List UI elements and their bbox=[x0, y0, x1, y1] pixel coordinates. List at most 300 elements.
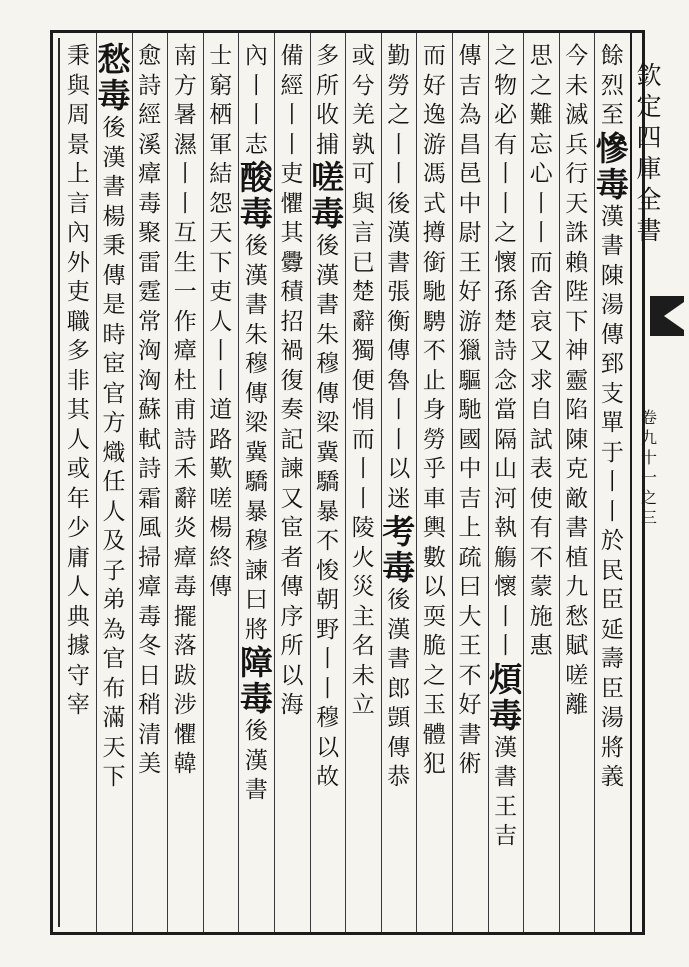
glyph: 周 bbox=[66, 102, 90, 128]
glyph: 游 bbox=[458, 308, 482, 335]
glyph: 酸 bbox=[239, 158, 273, 197]
glyph: 毒 bbox=[489, 695, 523, 735]
glyph: 將 bbox=[600, 734, 624, 761]
glyph: 嗟 bbox=[311, 158, 345, 197]
column-text bbox=[352, 42, 375, 514]
glyph: 多 bbox=[66, 338, 90, 364]
glyph: 楊 bbox=[102, 203, 126, 230]
glyph: 生 bbox=[173, 249, 197, 276]
glyph: 丨 bbox=[209, 338, 233, 364]
glyph: 丨 bbox=[494, 190, 518, 217]
glyph: 民 bbox=[600, 557, 624, 584]
glyph: 馳 bbox=[458, 397, 482, 423]
glyph: 漢 bbox=[102, 144, 126, 171]
glyph: 書 bbox=[636, 216, 662, 245]
glyph: 心 bbox=[529, 161, 553, 187]
glyph: 驕 bbox=[316, 469, 340, 495]
glyph: 漢 bbox=[244, 262, 268, 289]
glyph: 經 bbox=[138, 102, 162, 128]
glyph: 以 bbox=[387, 456, 411, 482]
glyph: 弟 bbox=[102, 587, 126, 613]
glyph: 布 bbox=[102, 675, 126, 702]
glyph: 求 bbox=[529, 367, 553, 394]
glyph: 傳 bbox=[387, 734, 411, 761]
glyph: 作 bbox=[173, 308, 197, 335]
column-text bbox=[245, 717, 268, 806]
glyph: 愁 bbox=[565, 603, 589, 630]
glyph: 吏 bbox=[209, 279, 233, 305]
glyph: 將 bbox=[244, 616, 268, 643]
glyph: 郅 bbox=[600, 351, 624, 377]
glyph: 所 bbox=[316, 72, 340, 99]
glyph: 支 bbox=[600, 380, 624, 407]
glyph: 十 bbox=[640, 448, 657, 467]
glyph: 漢 bbox=[316, 262, 340, 289]
glyph: 後 bbox=[102, 115, 126, 141]
glyph: 人 bbox=[66, 574, 90, 600]
glyph: 或 bbox=[66, 456, 90, 482]
glyph: 之 bbox=[387, 102, 411, 128]
glyph: 毒 bbox=[138, 190, 162, 217]
glyph: 書 bbox=[387, 249, 411, 276]
column-text bbox=[245, 42, 268, 160]
glyph: 未 bbox=[565, 72, 589, 99]
glyph: 軾 bbox=[138, 426, 162, 453]
glyph: 瘴 bbox=[173, 544, 197, 571]
glyph: 楚 bbox=[494, 308, 518, 335]
glyph: 傳 bbox=[280, 574, 304, 600]
glyph: 奏 bbox=[280, 397, 304, 423]
glyph: 丨 bbox=[600, 469, 624, 495]
glyph: 軍 bbox=[209, 131, 233, 158]
glyph: 擺 bbox=[173, 603, 197, 630]
glyph: 穆 bbox=[244, 351, 268, 377]
glyph: 丨 bbox=[351, 456, 375, 482]
glyph: 宦 bbox=[102, 351, 126, 377]
glyph: 風 bbox=[138, 515, 162, 541]
glyph: 釁 bbox=[280, 249, 304, 276]
glyph: 壽 bbox=[600, 646, 624, 672]
glyph: 梁 bbox=[316, 410, 340, 436]
glyph: 宰 bbox=[66, 692, 90, 718]
glyph: 烈 bbox=[600, 72, 624, 99]
glyph: 涉 bbox=[173, 692, 197, 718]
glyph: 多 bbox=[316, 43, 340, 69]
column-text bbox=[281, 42, 304, 160]
glyph: 隔 bbox=[494, 426, 518, 453]
glyph: 九 bbox=[565, 574, 589, 600]
glyph: 有 bbox=[529, 515, 553, 541]
column-text bbox=[387, 42, 410, 514]
glyph: 驅 bbox=[458, 367, 482, 394]
glyph: 災 bbox=[351, 574, 375, 600]
glyph: 士 bbox=[209, 43, 233, 69]
glyph: 毒 bbox=[173, 574, 197, 600]
glyph: 詩 bbox=[138, 456, 162, 482]
glyph: 疏 bbox=[458, 544, 482, 571]
glyph: 傳 bbox=[102, 262, 126, 289]
glyph: 熾 bbox=[102, 439, 126, 466]
glyph: 雷 bbox=[138, 249, 162, 276]
glyph: 朱 bbox=[244, 321, 268, 348]
glyph: 河 bbox=[494, 485, 518, 512]
glyph: 湯 bbox=[600, 292, 624, 318]
glyph: 神 bbox=[565, 338, 589, 364]
glyph: 常 bbox=[138, 308, 162, 335]
glyph: 冀 bbox=[244, 439, 268, 466]
glyph: 景 bbox=[66, 131, 90, 158]
glyph: 滅 bbox=[565, 102, 589, 128]
column-text bbox=[494, 42, 517, 662]
glyph: 官 bbox=[102, 380, 126, 407]
glyph: 書 bbox=[387, 646, 411, 672]
glyph: 孫 bbox=[494, 279, 518, 305]
glyph: 悁 bbox=[351, 397, 375, 423]
glyph: 後 bbox=[387, 587, 411, 613]
glyph: 其 bbox=[280, 220, 304, 246]
glyph: 捕 bbox=[316, 131, 340, 158]
glyph: 辭 bbox=[173, 485, 197, 512]
glyph: 庸 bbox=[66, 544, 90, 571]
glyph: 丨 bbox=[387, 161, 411, 187]
entry-headword bbox=[489, 659, 523, 735]
glyph: 聚 bbox=[138, 220, 162, 246]
glyph: 悛 bbox=[316, 557, 340, 584]
fish-tail-mark-icon bbox=[650, 296, 684, 336]
glyph: 丨 bbox=[600, 498, 624, 525]
glyph: 言 bbox=[351, 220, 375, 246]
glyph: 少 bbox=[66, 515, 90, 541]
glyph: 魯 bbox=[387, 367, 411, 394]
glyph: 穆 bbox=[316, 705, 340, 731]
column-text bbox=[174, 42, 197, 780]
glyph: 任 bbox=[102, 469, 126, 495]
glyph: 杜 bbox=[173, 367, 197, 394]
glyph: 暴 bbox=[244, 498, 268, 525]
column-text bbox=[209, 514, 232, 603]
glyph: 丨 bbox=[387, 131, 411, 158]
glyph: 陵 bbox=[351, 515, 375, 541]
glyph: 陛 bbox=[565, 279, 589, 305]
glyph: 克 bbox=[565, 456, 589, 482]
glyph: 身 bbox=[422, 397, 446, 423]
glyph: 諫 bbox=[244, 557, 268, 584]
glyph: 毒 bbox=[382, 548, 416, 587]
glyph: 復 bbox=[280, 367, 304, 394]
glyph: 便 bbox=[351, 367, 375, 394]
glyph: 考 bbox=[382, 512, 416, 551]
glyph: 植 bbox=[565, 544, 589, 571]
glyph: 思 bbox=[529, 43, 553, 69]
glyph: 王 bbox=[458, 249, 482, 276]
column-text bbox=[103, 114, 126, 793]
glyph: 陳 bbox=[565, 426, 589, 453]
glyph: 騁 bbox=[422, 308, 446, 335]
glyph: 嗟 bbox=[209, 485, 233, 512]
glyph: 外 bbox=[66, 249, 90, 276]
glyph: 三 bbox=[640, 508, 657, 527]
glyph: 全 bbox=[636, 185, 662, 214]
glyph: 洶 bbox=[138, 338, 162, 364]
glyph: 大 bbox=[458, 603, 482, 630]
glyph: 撙 bbox=[422, 220, 446, 246]
glyph: 者 bbox=[280, 544, 304, 571]
glyph: 自 bbox=[529, 397, 553, 423]
glyph: 霆 bbox=[138, 279, 162, 305]
glyph: 丨 bbox=[244, 72, 268, 99]
entry-headword bbox=[382, 514, 415, 586]
glyph: 下 bbox=[565, 308, 589, 335]
glyph: 吏 bbox=[66, 279, 90, 305]
glyph: 一 bbox=[640, 468, 657, 487]
glyph: 障 bbox=[239, 643, 273, 682]
glyph: 單 bbox=[600, 410, 624, 436]
glyph: 方 bbox=[102, 410, 126, 436]
glyph: 瘴 bbox=[138, 161, 162, 187]
glyph: 陷 bbox=[565, 397, 589, 423]
glyph: 蘇 bbox=[138, 397, 162, 423]
glyph: 天 bbox=[565, 190, 589, 217]
glyph: 火 bbox=[351, 544, 375, 571]
glyph: 定 bbox=[636, 92, 662, 121]
glyph: 霜 bbox=[138, 485, 162, 512]
glyph: 歎 bbox=[209, 456, 233, 482]
glyph: 賦 bbox=[565, 633, 589, 659]
glyph: 有 bbox=[494, 131, 518, 158]
glyph: 又 bbox=[529, 338, 553, 364]
glyph: 互 bbox=[173, 220, 197, 246]
glyph: 勞 bbox=[422, 426, 446, 453]
glyph: 羌 bbox=[351, 102, 375, 128]
glyph: 之 bbox=[494, 220, 518, 246]
glyph: 懼 bbox=[173, 721, 197, 748]
glyph: 瘴 bbox=[138, 574, 162, 600]
column-text bbox=[530, 42, 553, 662]
glyph: 哀 bbox=[529, 308, 553, 335]
glyph: 執 bbox=[494, 515, 518, 541]
glyph: 不 bbox=[529, 544, 553, 571]
glyph: 落 bbox=[173, 633, 197, 659]
glyph: 好 bbox=[422, 72, 446, 99]
glyph: 毒 bbox=[138, 603, 162, 630]
glyph: 吉 bbox=[494, 823, 518, 849]
glyph: 官 bbox=[102, 646, 126, 672]
glyph: 靈 bbox=[565, 367, 589, 394]
glyph: 諫 bbox=[280, 456, 304, 482]
glyph: 日 bbox=[138, 662, 162, 689]
glyph: 丨 bbox=[529, 220, 553, 246]
glyph: 記 bbox=[280, 426, 304, 453]
glyph: 秉 bbox=[66, 43, 90, 69]
glyph: 銜 bbox=[422, 249, 446, 276]
column-text bbox=[67, 42, 90, 721]
glyph: 詩 bbox=[494, 338, 518, 364]
glyph: 衡 bbox=[387, 308, 411, 335]
glyph: 迷 bbox=[387, 485, 411, 512]
glyph: 書 bbox=[565, 515, 589, 541]
glyph: 施 bbox=[529, 603, 553, 630]
glyph: 獵 bbox=[458, 338, 482, 364]
glyph: 後 bbox=[387, 190, 411, 217]
glyph: 物 bbox=[494, 72, 518, 99]
glyph: 舍 bbox=[529, 279, 553, 305]
column-text bbox=[601, 42, 624, 131]
glyph: 穆 bbox=[316, 351, 340, 377]
glyph: 丨 bbox=[316, 646, 340, 672]
glyph: 天 bbox=[102, 734, 126, 761]
glyph: 名 bbox=[351, 633, 375, 659]
glyph: 或 bbox=[351, 43, 375, 69]
glyph: 毒 bbox=[311, 194, 345, 233]
glyph: 及 bbox=[102, 528, 126, 554]
glyph: 詩 bbox=[138, 72, 162, 99]
glyph: 冀 bbox=[316, 439, 340, 466]
glyph: 漢 bbox=[494, 734, 518, 761]
glyph: 丨 bbox=[316, 675, 340, 702]
glyph: 結 bbox=[209, 161, 233, 187]
glyph: 漢 bbox=[387, 616, 411, 643]
glyph: 丨 bbox=[387, 397, 411, 423]
glyph: 脆 bbox=[422, 633, 446, 659]
glyph: 朝 bbox=[316, 587, 340, 613]
glyph: 與 bbox=[66, 72, 90, 99]
glyph: 延 bbox=[600, 616, 624, 643]
glyph: 今 bbox=[565, 43, 589, 69]
glyph: 於 bbox=[600, 528, 624, 554]
column-text bbox=[459, 42, 482, 780]
glyph: 掃 bbox=[138, 544, 162, 571]
column-text bbox=[387, 586, 410, 793]
glyph: 可 bbox=[351, 161, 375, 187]
glyph: 逸 bbox=[422, 102, 446, 128]
column-text bbox=[565, 131, 588, 721]
glyph: 丨 bbox=[280, 131, 304, 158]
glyph: 濕 bbox=[173, 131, 197, 158]
glyph: 下 bbox=[102, 764, 126, 790]
glyph: 典 bbox=[66, 603, 90, 630]
glyph: 暑 bbox=[173, 102, 197, 128]
glyph: 馮 bbox=[422, 161, 446, 187]
entry-headword bbox=[311, 160, 344, 232]
glyph: 書 bbox=[316, 292, 340, 318]
glyph: 美 bbox=[138, 751, 162, 777]
glyph: 乎 bbox=[422, 456, 446, 482]
glyph: 不 bbox=[316, 528, 340, 554]
glyph: 庫 bbox=[636, 154, 662, 183]
glyph: 稍 bbox=[138, 692, 162, 718]
margin-volume bbox=[632, 408, 666, 528]
column-text bbox=[281, 160, 304, 721]
glyph: 體 bbox=[422, 721, 446, 748]
glyph: 慘 bbox=[595, 128, 629, 168]
glyph: 于 bbox=[600, 439, 624, 466]
glyph: 後 bbox=[244, 233, 268, 259]
glyph: 清 bbox=[138, 721, 162, 748]
entry-headword bbox=[240, 160, 273, 232]
glyph: 山 bbox=[494, 456, 518, 482]
glyph: 當 bbox=[494, 397, 518, 423]
glyph: 人 bbox=[66, 426, 90, 453]
glyph: 志 bbox=[244, 131, 268, 158]
glyph: 是 bbox=[102, 292, 126, 318]
glyph: 勤 bbox=[387, 43, 411, 69]
glyph: 嗟 bbox=[565, 662, 589, 689]
glyph: 行 bbox=[565, 161, 589, 187]
column-text bbox=[245, 232, 268, 645]
glyph: 序 bbox=[280, 603, 304, 630]
glyph: 窮 bbox=[209, 72, 233, 99]
column-text bbox=[352, 514, 375, 721]
glyph: 洶 bbox=[138, 367, 162, 394]
glyph: 備 bbox=[280, 43, 304, 69]
column-text bbox=[494, 734, 517, 852]
glyph: 必 bbox=[494, 102, 518, 128]
glyph: 滿 bbox=[102, 705, 126, 731]
glyph: 瘴 bbox=[173, 338, 197, 364]
glyph: 怨 bbox=[209, 190, 233, 217]
glyph: 為 bbox=[102, 616, 126, 643]
glyph: 止 bbox=[422, 367, 446, 394]
glyph: 主 bbox=[351, 603, 375, 630]
glyph: 耎 bbox=[422, 603, 446, 630]
glyph: 不 bbox=[458, 662, 482, 689]
column-text bbox=[316, 232, 339, 793]
glyph: 年 bbox=[66, 485, 90, 512]
glyph: 臣 bbox=[600, 675, 624, 702]
glyph: 道 bbox=[209, 397, 233, 423]
glyph: 之 bbox=[494, 43, 518, 69]
glyph: 上 bbox=[66, 161, 90, 187]
glyph: 朱 bbox=[316, 321, 340, 348]
glyph: 梁 bbox=[244, 410, 268, 436]
glyph: 溪 bbox=[138, 131, 162, 158]
glyph: 丨 bbox=[494, 633, 518, 659]
glyph: 孰 bbox=[351, 131, 375, 158]
glyph: 漢 bbox=[244, 747, 268, 774]
glyph: 非 bbox=[66, 367, 90, 394]
glyph: 中 bbox=[458, 456, 482, 482]
glyph: 所 bbox=[280, 633, 304, 659]
glyph: 吏 bbox=[280, 161, 304, 187]
glyph: 試 bbox=[529, 426, 553, 453]
glyph: 其 bbox=[66, 397, 90, 423]
glyph: 毒 bbox=[595, 164, 629, 204]
glyph: 表 bbox=[529, 456, 553, 482]
glyph: 冬 bbox=[138, 633, 162, 659]
glyph: 蒙 bbox=[529, 574, 553, 600]
glyph: 野 bbox=[316, 616, 340, 643]
glyph: 守 bbox=[66, 662, 90, 689]
glyph: 至 bbox=[600, 102, 624, 128]
glyph: 南 bbox=[173, 43, 197, 69]
glyph: 毒 bbox=[97, 76, 131, 115]
glyph: 下 bbox=[209, 249, 233, 276]
glyph: 職 bbox=[66, 308, 90, 335]
glyph: 傳 bbox=[316, 380, 340, 407]
glyph: 書 bbox=[244, 777, 268, 803]
glyph: 馳 bbox=[422, 279, 446, 305]
glyph: 後 bbox=[244, 718, 268, 744]
glyph: 張 bbox=[387, 279, 411, 305]
glyph: 傳 bbox=[600, 321, 624, 348]
glyph: 又 bbox=[280, 485, 304, 512]
glyph: 招 bbox=[280, 308, 304, 335]
glyph: 子 bbox=[102, 557, 126, 584]
glyph: 之 bbox=[640, 488, 657, 507]
glyph: 游 bbox=[422, 131, 446, 158]
glyph: 恭 bbox=[387, 764, 411, 790]
glyph: 使 bbox=[529, 485, 553, 512]
